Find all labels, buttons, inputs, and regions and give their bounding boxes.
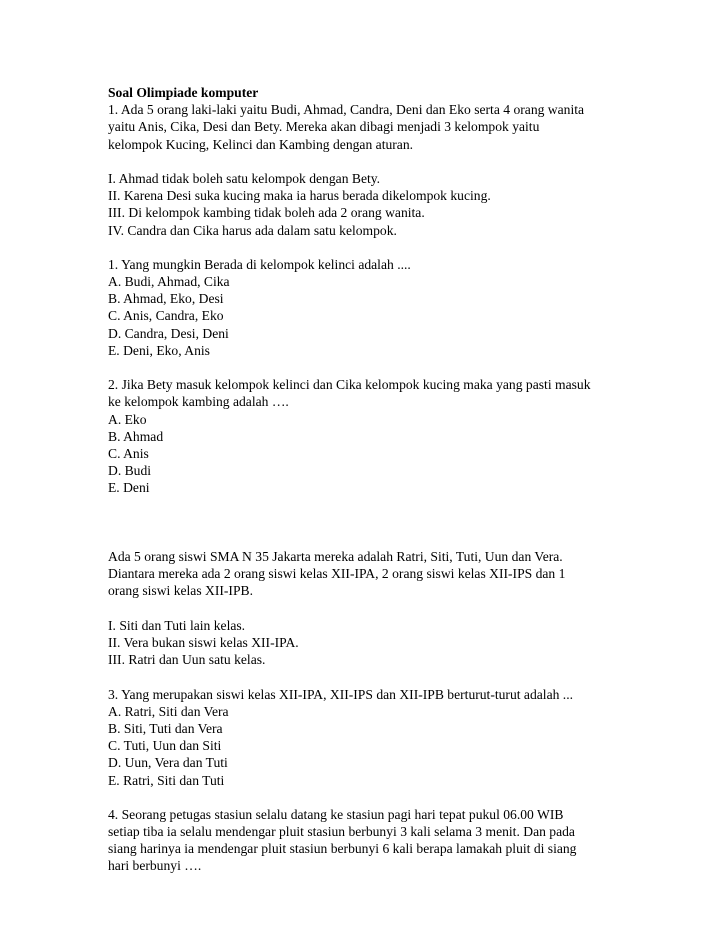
question-2-option-b: B. Ahmad	[108, 428, 164, 444]
question-2-option-e: E. Deni	[108, 480, 150, 496]
section1-rule-2: II. Karena Desi suka kucing maka ia harus berada dikelompok kucing.	[108, 188, 491, 204]
question-1-option-d: D. Candra, Desi, Deni	[108, 325, 229, 341]
question-3: 3. Yang merupakan siswi kelas XII-IPA, XII-IPS dan XII-IPB berturut-turut adalah ...	[108, 686, 574, 702]
document-body	[108, 84, 668, 875]
document-title: Soal Olimpiade komputer	[108, 85, 259, 100]
question-2-line-2: ke kelompok kambing adalah ….	[108, 394, 289, 410]
question-1-option-a: A. Budi, Ahmad, Cika	[108, 274, 230, 290]
spacer	[108, 153, 668, 170]
question-2-option-c: C. Anis	[108, 445, 149, 461]
question-3-option-b: B. Siti, Tuti dan Vera	[108, 720, 223, 736]
question-2-option-a: A. Eko	[108, 411, 147, 427]
question-3-option-a: A. Ratri, Siti dan Vera	[108, 703, 229, 719]
question-3-option-d: D. Uun, Vera dan Tuti	[108, 755, 228, 771]
section2-intro-line-3: orang siswi kelas XII-IPB.	[108, 583, 253, 599]
question-3-option-c: C. Tuti, Uun dan Siti	[108, 738, 222, 754]
spacer	[108, 239, 668, 256]
section1-rule-3: III. Di kelompok kambing tidak boleh ada 2 orang wanita.	[108, 205, 425, 221]
question-4-line-4: hari berbunyi ….	[108, 858, 202, 874]
question-2-option-d: D. Budi	[108, 463, 152, 479]
spacer	[108, 789, 668, 806]
question-4-line-1: 4. Seorang petugas stasiun selalu datang ke stasiun pagi hari tepat pukul 06.00 WIB	[108, 806, 564, 822]
section1-intro-line-2: yaitu Anis, Cika, Desi dan Bety. Mereka akan dibagi menjadi 3 kelompok yaitu	[108, 119, 540, 135]
section2-intro-line-1: Ada 5 orang siswi SMA N 35 Jakarta mereka adalah Ratri, Siti, Tuti, Uun dan Vera.	[108, 549, 563, 565]
spacer	[108, 600, 668, 617]
section2-rule-3: III. Ratri dan Uun satu kelas.	[108, 652, 266, 668]
question-2-line-1: 2. Jika Bety masuk kelompok kelinci dan Cika kelompok kucing maka yang pasti masuk	[108, 377, 591, 393]
section1-rule-4: IV. Candra dan Cika harus ada dalam satu kelompok.	[108, 222, 397, 238]
section-divider-space	[108, 497, 668, 549]
section1-intro-line-3: kelompok Kucing, Kelinci dan Kambing dengan aturan.	[108, 136, 414, 152]
section2-intro-line-2: Diantara mereka ada 2 orang siswi kelas XII-IPA, 2 orang siswi kelas XII-IPS dan 1	[108, 566, 566, 582]
question-1-option-e: E. Deni, Eko, Anis	[108, 342, 210, 358]
question-1-option-b: B. Ahmad, Eko, Desi	[108, 291, 224, 307]
spacer	[108, 668, 668, 685]
section2-rule-1: I. Siti dan Tuti lain kelas.	[108, 617, 246, 633]
section2-rule-2: II. Vera bukan siswi kelas XII-IPA.	[108, 635, 299, 651]
question-1-option-c: C. Anis, Candra, Eko	[108, 308, 224, 324]
section1-rule-1: I. Ahmad tidak boleh satu kelompok dengan Bety.	[108, 170, 381, 186]
question-4-line-3: siang harinya ia mendengar pluit stasiun berbunyi 6 kali berapa lamakah pluit di siang	[108, 841, 577, 857]
question-3-option-e: E. Ratri, Siti dan Tuti	[108, 772, 225, 788]
question-4-line-2: setiap tiba ia selalu mendengar pluit stasiun berbunyi 3 kali selama 3 menit. Dan pada	[108, 824, 575, 840]
spacer	[108, 359, 668, 376]
section1-intro-line-1: 1. Ada 5 orang laki-laki yaitu Budi, Ahmad, Candra, Deni dan Eko serta 4 orang wanita	[108, 102, 585, 118]
question-1: 1. Yang mungkin Berada di kelompok kelinci adalah ....	[108, 256, 411, 272]
